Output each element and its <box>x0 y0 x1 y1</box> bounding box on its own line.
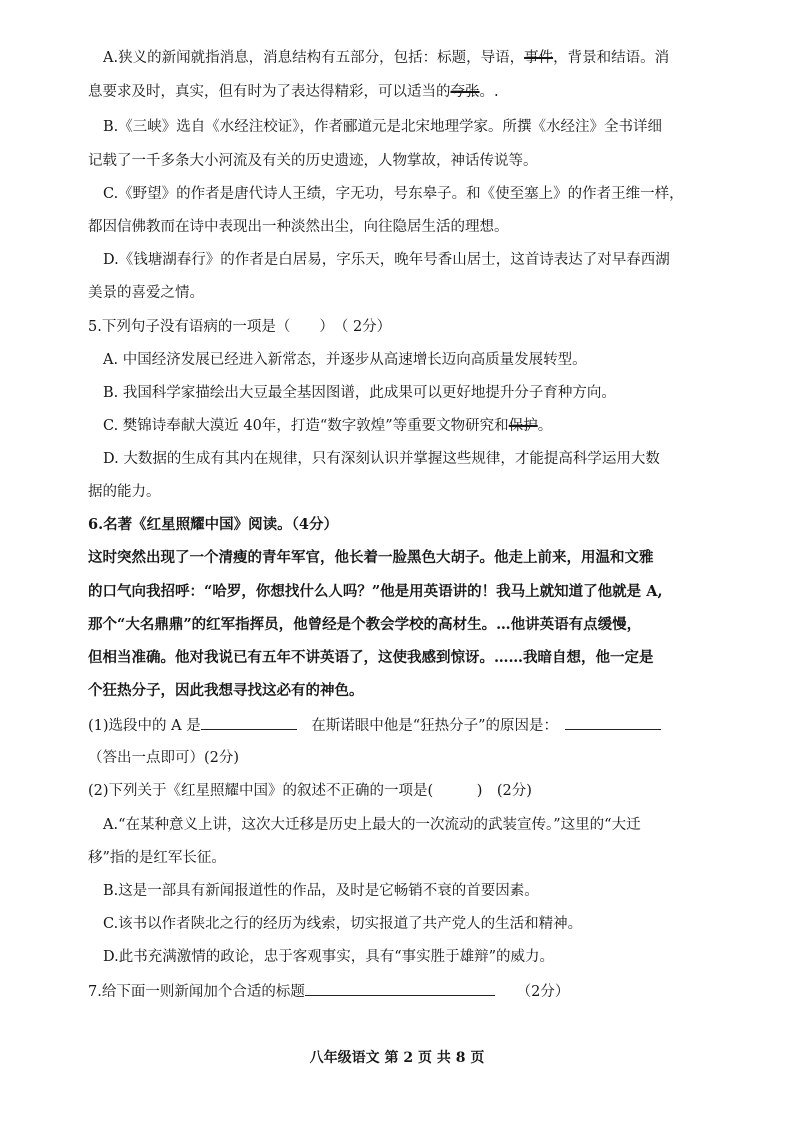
answer-blank-1[interactable] <box>201 715 297 730</box>
struck-text: 事件 <box>524 50 554 66</box>
passage-line-1: 这时突然出现了一个清瘦的青年军官，他长着一脸黑色大胡子。他走上前来，用温和文雅 <box>88 549 654 566</box>
question-5-title: 5.下列句子没有语病的一项是（ ） （ 2分） <box>88 319 392 335</box>
passage-line-3: 那个“大名鼎鼎”的红军指挥员，他曾经是个教会学校的高材生。…他讲英语有点缓慢， <box>88 616 642 633</box>
subquestion-2-option-b: B.这是一部具有新闻报道性的作品，及时是它畅销不衰的首要因素。 <box>103 883 539 899</box>
subquestion-2-option-a-line-1: A.“在某种意义上讲，这次大迁移是历史上最大的一次流动的武装宣传。”这里的“大迁 <box>103 817 641 833</box>
passage-line-5: 个狂热分子，因此我想寻找这必有的神色。 <box>88 682 364 699</box>
question-5-option-c: C. 樊锦诗奉献大漠近 40年，打造“数字敦煌”等重要文物研究和保护。 <box>103 418 553 434</box>
passage-line-2: 的口气向我招呼：“哈罗，你想找什么人吗？”他是用英语讲的！我马上就知道了他就是 A, <box>88 583 663 600</box>
option-c-line-2: 都因信佛教而在诗中表现出一种淡然出尘，向往隐居生活的理想。 <box>88 219 509 235</box>
answer-blank-title[interactable] <box>305 981 495 996</box>
option-d-line-1: D.《钱塘湖春行》的作者是白居易，字乐天，晚年号香山居士，这首诗表达了对早春西湖 <box>103 252 670 268</box>
answer-blank-2[interactable] <box>565 715 661 730</box>
question-5-option-a: A. 中国经济发展已经进入新常态，并逐步从高速增长迈向高质量发展转型。 <box>103 352 587 368</box>
subquestion-2-option-d: D.此书充满激情的政论，忠于客观事实，具有“事实胜于雄辩”的威力。 <box>103 949 555 965</box>
question-5-option-b: B. 我国科学家描绘出大豆最全基因图谱，此成果可以更好地提升分子育种方向。 <box>103 385 616 401</box>
question-5-option-d-line-1: D. 大数据的生成有其内在规律，只有深刻认识并掌握这些规律，才能提高科学运用大数 <box>103 451 660 467</box>
option-d-line-2: 美景的喜爱之情。 <box>88 285 204 301</box>
passage-line-4: 但相当准确。他对我说已有五年不讲英语了，这使我感到惊讶。……我暗自想，他一定是 <box>88 649 654 666</box>
struck-text: 夸张 <box>450 84 480 100</box>
subquestion-2-title: (2)下列关于《红星照耀中国》的叙述不正确的一项是( ) (2分) <box>88 783 532 799</box>
struck-text: 保护 <box>508 418 538 434</box>
option-a-line-2: 息要求及时，真实，但有时为了表达得精彩，可以适当的夸张。. <box>88 84 499 100</box>
subquestion-2-option-c: C.该书以作者陕北之行的经历为线索，切实报道了共产党人的生活和精神。 <box>103 916 583 932</box>
option-a-line-1: A.狭义的新闻就指消息，消息结构有五部分，包括：标题，导语，事件，背景和结语。消 <box>103 50 670 66</box>
option-b-line-1: B.《三峡》选自《水经注校证》，作者郦道元是北宋地理学家。所撰《水经注》全书详细 <box>103 119 663 135</box>
subquestion-1-note: （答出一点即可）(2分) <box>88 750 240 766</box>
subquestion-1: (1)选段中的 A 是 在斯诺眼中他是“狂热分子”的原因是： <box>88 715 661 736</box>
subquestion-2-option-a-line-2: 移”指的是红军长征。 <box>88 850 226 866</box>
page-footer: 八年级语文 第 2 页 共 8 页 <box>309 1050 485 1066</box>
option-b-line-2: 记载了一千多条大小河流及有关的历史遗迹，人物掌故，神话传说等。 <box>88 153 538 169</box>
option-c-line-1: C.《野望》的作者是唐代诗人王绩，字无功，号东皋子。和《使至塞上》的作者王维一样， <box>103 186 684 202</box>
question-6-title: 6.名著《红星照耀中国》阅读。（4分） <box>88 516 338 533</box>
question-5-option-d-line-2: 据的能力。 <box>88 484 161 500</box>
question-7-title: 7.给下面一则新闻加个合适的标题 （2分） <box>88 981 569 1002</box>
